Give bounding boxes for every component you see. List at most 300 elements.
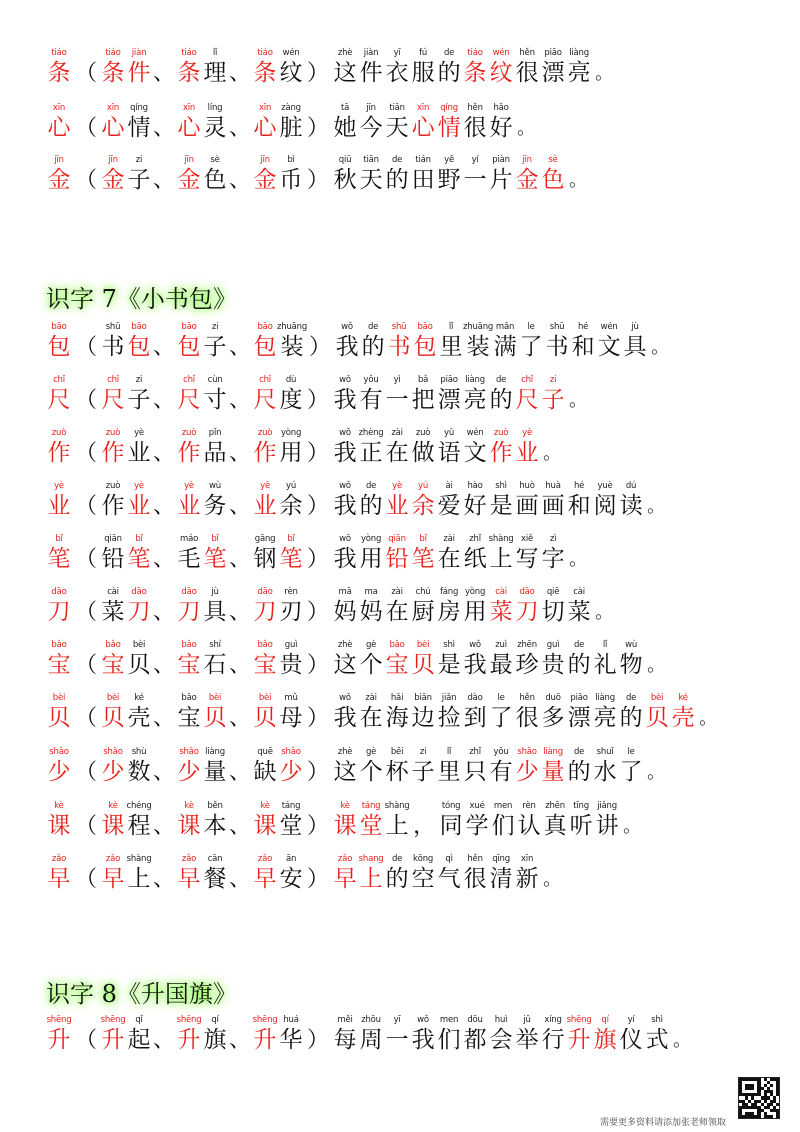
hanzi-with-pinyin xyxy=(514,481,540,521)
hanzi-with-pinyin xyxy=(410,1015,436,1055)
hanzi: 装 xyxy=(280,334,304,360)
pinyin: de xyxy=(573,640,585,650)
vocab-row xyxy=(46,428,564,478)
hanzi-with-pinyin xyxy=(252,587,278,627)
pinyin: jù xyxy=(631,322,639,332)
pinyin: bāo xyxy=(417,322,433,332)
hanzi: 房 xyxy=(437,599,461,625)
hanzi-with-pinyin xyxy=(46,375,72,415)
hanzi: 刀 xyxy=(177,599,201,625)
open-paren: （ xyxy=(75,653,98,678)
separator: 、 xyxy=(153,547,176,572)
vocab-row xyxy=(46,481,668,531)
hanzi-with-pinyin xyxy=(488,640,514,680)
pinyin: bǎ xyxy=(417,375,429,385)
hanzi-with-pinyin xyxy=(436,587,462,627)
hanzi: 子 xyxy=(541,387,565,413)
pinyin: shū xyxy=(105,322,121,332)
pinyin: zhè xyxy=(337,747,353,757)
hanzi-with-pinyin xyxy=(488,587,514,627)
pinyin: zuò xyxy=(51,428,67,438)
hanzi: 课 xyxy=(101,813,125,839)
pinyin: shang xyxy=(358,854,384,864)
period: 。 xyxy=(543,869,562,890)
separator: 、 xyxy=(229,388,252,413)
hanzi: 很 xyxy=(515,60,539,86)
hanzi-with-pinyin xyxy=(410,103,436,143)
hanzi: 早 xyxy=(101,866,125,892)
hanzi: 纸 xyxy=(463,546,487,572)
hanzi-with-pinyin xyxy=(360,322,386,362)
separator: 、 xyxy=(153,168,176,193)
close-paren: ） xyxy=(307,760,330,785)
close-paren: ） xyxy=(307,547,330,572)
hanzi: 少 xyxy=(279,759,303,785)
hanzi: 升 xyxy=(177,1027,201,1053)
hanzi-with-pinyin xyxy=(332,854,358,894)
pinyin: yòng xyxy=(464,587,486,597)
hanzi-with-pinyin xyxy=(384,375,410,415)
hanzi-with-pinyin xyxy=(252,640,278,680)
hanzi: 漂 xyxy=(567,705,591,731)
hanzi-with-pinyin xyxy=(176,587,202,627)
hanzi-with-pinyin xyxy=(384,801,410,841)
pinyin: guì xyxy=(546,640,560,650)
pinyin: lǐ xyxy=(446,747,452,757)
hanzi-with-pinyin xyxy=(540,747,566,787)
hanzi-with-pinyin xyxy=(202,640,228,680)
hanzi: 件 xyxy=(359,60,383,86)
close-paren: ） xyxy=(307,706,330,731)
hanzi-with-pinyin xyxy=(540,587,566,627)
hanzi: 少 xyxy=(47,759,71,785)
hanzi: 多 xyxy=(541,705,565,731)
pinyin: tā xyxy=(340,103,350,113)
pinyin: yǒu xyxy=(363,375,379,385)
hanzi: 在 xyxy=(385,440,409,466)
hanzi-with-pinyin xyxy=(514,155,540,195)
hanzi-with-pinyin xyxy=(126,375,152,415)
pinyin: shǎo xyxy=(517,747,537,757)
separator: 、 xyxy=(153,388,176,413)
hanzi: 业 xyxy=(253,493,277,519)
hanzi-with-pinyin xyxy=(516,801,542,841)
hanzi: 亮 xyxy=(593,705,617,731)
hanzi-with-pinyin xyxy=(126,693,152,733)
hanzi: 这 xyxy=(333,60,357,86)
pinyin: bāo xyxy=(51,322,67,332)
period: 。 xyxy=(595,63,614,84)
hanzi: 币 xyxy=(279,167,303,193)
hanzi: 我 xyxy=(333,546,357,572)
hanzi: 课 xyxy=(253,813,277,839)
hanzi: 刀 xyxy=(253,599,277,625)
pinyin: liàng xyxy=(205,747,225,757)
pinyin: bèi xyxy=(650,693,664,703)
vocab-row xyxy=(46,155,590,205)
hanzi-with-pinyin xyxy=(462,48,488,88)
hanzi: 脏 xyxy=(279,115,303,141)
pinyin: zhēn xyxy=(517,640,537,650)
hanzi: 包 xyxy=(253,334,277,360)
hanzi-with-pinyin xyxy=(100,534,126,574)
pinyin: líng xyxy=(207,103,223,113)
hanzi: 升 xyxy=(47,1027,71,1053)
pinyin: yí xyxy=(627,1015,635,1025)
hanzi: 贵 xyxy=(279,652,303,678)
hanzi-with-pinyin xyxy=(46,322,72,362)
hanzi-with-pinyin xyxy=(332,481,358,521)
hanzi-with-pinyin xyxy=(386,322,412,362)
close-paren: ） xyxy=(307,814,330,839)
hanzi: 笔 xyxy=(203,546,227,572)
pinyin: jīn xyxy=(184,155,194,165)
hanzi-with-pinyin xyxy=(410,747,436,787)
hanzi: 妈 xyxy=(333,599,357,625)
hanzi: 的 xyxy=(567,652,591,678)
pinyin: yí xyxy=(471,155,479,165)
close-paren: ） xyxy=(307,116,330,141)
hanzi-with-pinyin xyxy=(278,481,304,521)
close-paren: ） xyxy=(307,1028,330,1053)
pinyin: táng xyxy=(281,801,301,811)
hanzi: 田 xyxy=(411,167,435,193)
hanzi-with-pinyin xyxy=(332,801,358,841)
hanzi: 条 xyxy=(101,60,125,86)
pinyin: jiàn xyxy=(131,48,147,58)
hanzi: 学 xyxy=(465,813,489,839)
hanzi-with-pinyin xyxy=(46,1015,72,1055)
hanzi-with-pinyin xyxy=(332,155,358,195)
qr-code-icon[interactable] xyxy=(738,1077,780,1119)
pinyin: huì xyxy=(494,1015,508,1025)
pinyin: bǐ xyxy=(287,534,295,544)
hanzi-with-pinyin xyxy=(462,155,488,195)
pinyin: zài xyxy=(391,587,403,597)
hanzi: 课 xyxy=(333,813,357,839)
hanzi-with-pinyin xyxy=(518,322,544,362)
hanzi: 量 xyxy=(203,759,227,785)
pinyin: mā xyxy=(338,587,352,597)
hanzi: 贵 xyxy=(541,652,565,678)
hanzi-with-pinyin xyxy=(100,854,126,894)
pinyin: shēng xyxy=(566,1015,592,1025)
pinyin: hěn xyxy=(519,693,535,703)
hanzi-with-pinyin xyxy=(252,1015,278,1055)
hanzi: 包 xyxy=(127,334,151,360)
hanzi-with-pinyin xyxy=(126,534,152,574)
pinyin: piāo xyxy=(570,693,588,703)
pinyin: zhè xyxy=(337,48,353,58)
hanzi-with-pinyin xyxy=(540,375,566,415)
close-paren: ） xyxy=(307,867,330,892)
hanzi: 了 xyxy=(619,759,643,785)
pinyin: táng xyxy=(361,801,381,811)
separator: 、 xyxy=(153,867,176,892)
pinyin: hé xyxy=(573,481,585,491)
hanzi-with-pinyin xyxy=(202,534,228,574)
hanzi: 铅 xyxy=(385,546,409,572)
hanzi-with-pinyin xyxy=(358,155,384,195)
hanzi: 的 xyxy=(567,759,591,785)
footer-note: 需要更多资料请添加张老师领取 xyxy=(600,1118,727,1128)
pinyin: shù xyxy=(131,747,147,757)
hanzi-with-pinyin xyxy=(540,481,566,521)
pinyin: yòng xyxy=(360,534,382,544)
separator: 、 xyxy=(229,441,252,466)
hanzi: 笔 xyxy=(279,546,303,572)
pinyin: jīn xyxy=(260,155,270,165)
pinyin: dú xyxy=(625,481,637,491)
pinyin: bǐ xyxy=(55,534,63,544)
hanzi: 同 xyxy=(439,813,463,839)
separator: 、 xyxy=(229,653,252,678)
pinyin: bèi xyxy=(106,693,120,703)
hanzi: 讲 xyxy=(595,813,619,839)
pinyin: xiě xyxy=(521,534,534,544)
pinyin: dù xyxy=(285,375,297,385)
hanzi: 作 xyxy=(253,440,277,466)
open-paren: （ xyxy=(75,600,98,625)
pinyin: gè xyxy=(365,747,377,757)
hanzi: 这 xyxy=(333,652,357,678)
vocab-row xyxy=(46,801,644,851)
hanzi-with-pinyin xyxy=(618,747,644,787)
hanzi: 品 xyxy=(203,440,227,466)
close-paren: ） xyxy=(307,441,330,466)
pinyin: xíng xyxy=(544,1015,562,1025)
pinyin: zì xyxy=(549,534,557,544)
hanzi: 有 xyxy=(489,759,513,785)
hanzi: 在 xyxy=(385,599,409,625)
hanzi-with-pinyin xyxy=(252,48,278,88)
hanzi-with-pinyin xyxy=(278,103,304,143)
hanzi: 和 xyxy=(571,334,595,360)
open-paren: （ xyxy=(75,814,98,839)
hanzi-with-pinyin xyxy=(278,48,304,88)
hanzi: 子 xyxy=(411,759,435,785)
pinyin: kè xyxy=(184,801,194,811)
pinyin: xīn xyxy=(416,103,430,113)
hanzi-with-pinyin xyxy=(436,155,462,195)
hanzi: 条 xyxy=(177,60,201,86)
hanzi-with-pinyin xyxy=(410,481,436,521)
hanzi: 心 xyxy=(47,115,71,141)
hanzi-with-pinyin xyxy=(252,375,278,415)
hanzi: 刃 xyxy=(279,599,303,625)
hanzi-with-pinyin xyxy=(252,322,278,362)
hanzi: 菜 xyxy=(489,599,513,625)
hanzi-with-pinyin xyxy=(542,801,568,841)
hanzi: 华 xyxy=(279,1027,303,1053)
hanzi-with-pinyin xyxy=(46,587,72,627)
pinyin: wǒ xyxy=(469,640,481,650)
pinyin: chǐ xyxy=(521,375,533,385)
close-paren: ） xyxy=(307,61,330,86)
pinyin: zi xyxy=(419,747,427,757)
hanzi-with-pinyin xyxy=(384,854,410,894)
hanzi: 在 xyxy=(437,546,461,572)
separator: 、 xyxy=(229,335,252,360)
hanzi: 数 xyxy=(127,759,151,785)
hanzi: 早 xyxy=(177,866,201,892)
hanzi: 菜 xyxy=(567,599,591,625)
hanzi: 和 xyxy=(567,493,591,519)
close-paren: ） xyxy=(309,335,332,360)
separator: 、 xyxy=(229,494,252,519)
period: 。 xyxy=(569,390,588,411)
pinyin: qiū xyxy=(338,155,352,165)
hanzi-with-pinyin xyxy=(464,801,490,841)
pinyin: wǒ xyxy=(417,1015,429,1025)
pinyin: liàng xyxy=(543,747,563,757)
hanzi-with-pinyin xyxy=(252,854,278,894)
pinyin: zuò xyxy=(181,428,197,438)
hanzi: 早 xyxy=(333,866,357,892)
pinyin: jīn xyxy=(54,155,64,165)
hanzi: 作 xyxy=(101,493,125,519)
pinyin: zhǐ xyxy=(469,747,481,757)
separator: 、 xyxy=(153,760,176,785)
hanzi-with-pinyin xyxy=(46,693,72,733)
pinyin: cài xyxy=(107,587,119,597)
hanzi: 天 xyxy=(385,115,409,141)
pinyin: yú xyxy=(418,481,429,491)
pinyin: ài xyxy=(445,481,453,491)
open-paren: （ xyxy=(75,61,98,86)
hanzi: 漂 xyxy=(541,60,565,86)
separator: 、 xyxy=(229,867,252,892)
pinyin: shàng xyxy=(126,854,152,864)
hanzi: 作 xyxy=(101,440,125,466)
hanzi-with-pinyin xyxy=(252,534,278,574)
hanzi: 在 xyxy=(359,705,383,731)
pinyin: chǐ xyxy=(107,375,119,385)
pinyin: men xyxy=(493,801,513,811)
hanzi: 珍 xyxy=(515,652,539,678)
hanzi: 旗 xyxy=(203,1027,227,1053)
hanzi: 到 xyxy=(463,705,487,731)
hanzi: 少 xyxy=(101,759,125,785)
hanzi: 周 xyxy=(359,1027,383,1053)
pinyin: lǐ xyxy=(602,640,608,650)
hanzi: 了 xyxy=(489,705,513,731)
hanzi: 书 xyxy=(101,334,125,360)
vocab-row xyxy=(46,103,538,153)
pinyin: yòng xyxy=(280,428,302,438)
hanzi-with-pinyin xyxy=(488,747,514,787)
hanzi-with-pinyin xyxy=(488,854,514,894)
pinyin: zài xyxy=(443,534,455,544)
hanzi-with-pinyin xyxy=(278,428,304,468)
hanzi: 起 xyxy=(127,1027,151,1053)
hanzi-with-pinyin xyxy=(176,155,202,195)
hanzi-with-pinyin xyxy=(202,801,228,841)
separator: 、 xyxy=(229,116,252,141)
pinyin: shēng xyxy=(176,1015,202,1025)
hanzi: 用 xyxy=(279,440,303,466)
pinyin: kè xyxy=(54,801,64,811)
pinyin: bǐ xyxy=(135,534,143,544)
hanzi-with-pinyin xyxy=(488,48,514,88)
hanzi: 贝 xyxy=(203,705,227,731)
hanzi: 字 xyxy=(541,546,565,572)
vocab-row xyxy=(46,48,616,98)
hanzi-with-pinyin xyxy=(202,693,228,733)
hanzi: 包 xyxy=(413,334,437,360)
hanzi: 上 xyxy=(489,546,513,572)
pinyin: zuò xyxy=(493,428,509,438)
hanzi-with-pinyin xyxy=(278,693,304,733)
open-paren: （ xyxy=(75,388,98,413)
pinyin: qíng xyxy=(440,103,458,113)
pinyin: lǐ xyxy=(448,322,454,332)
hanzi: 边 xyxy=(411,705,435,731)
pinyin: wén xyxy=(492,48,510,58)
open-paren: （ xyxy=(75,335,98,360)
hanzi-with-pinyin xyxy=(358,534,384,574)
vocab-row xyxy=(46,854,564,904)
separator: 、 xyxy=(229,168,252,193)
pinyin: yè xyxy=(134,428,144,438)
hanzi: 我 xyxy=(411,1027,435,1053)
hanzi-with-pinyin xyxy=(514,428,540,468)
hanzi-with-pinyin xyxy=(384,534,410,574)
hanzi-with-pinyin xyxy=(540,693,566,733)
hanzi-with-pinyin xyxy=(436,375,462,415)
hanzi: 服 xyxy=(411,60,435,86)
separator: 、 xyxy=(153,61,176,86)
pinyin: jīn xyxy=(108,155,118,165)
hanzi-with-pinyin xyxy=(278,322,306,362)
hanzi: 母 xyxy=(279,705,303,731)
pinyin: bì xyxy=(287,155,295,165)
pinyin: bǎo xyxy=(51,640,67,650)
hanzi: 个 xyxy=(359,759,383,785)
hanzi: 的 xyxy=(385,167,409,193)
pinyin: le xyxy=(527,322,535,332)
hanzi-with-pinyin xyxy=(436,640,462,680)
hanzi-with-pinyin xyxy=(384,481,410,521)
hanzi: 业 xyxy=(177,493,201,519)
hanzi: 课 xyxy=(177,813,201,839)
pinyin: zuò xyxy=(415,428,431,438)
hanzi-with-pinyin xyxy=(514,854,540,894)
hanzi-with-pinyin xyxy=(46,155,72,195)
pinyin: hǎi xyxy=(390,693,404,703)
hanzi-with-pinyin xyxy=(100,1015,126,1055)
pinyin: qíng xyxy=(130,103,148,113)
hanzi: 个 xyxy=(359,652,383,678)
hanzi: 缺 xyxy=(253,759,277,785)
period: 。 xyxy=(517,118,536,139)
hanzi: 毛 xyxy=(177,546,201,572)
hanzi-with-pinyin xyxy=(358,693,384,733)
open-paren: （ xyxy=(75,494,98,519)
pinyin: zhōu xyxy=(361,1015,381,1025)
hanzi: 我 xyxy=(333,440,357,466)
pinyin: cùn xyxy=(207,375,223,385)
hanzi-with-pinyin xyxy=(592,693,618,733)
pinyin: tiáo xyxy=(51,48,67,58)
period: 。 xyxy=(699,708,718,729)
pinyin: shēng xyxy=(46,1015,72,1025)
hanzi-with-pinyin xyxy=(618,693,644,733)
pinyin: jiàn xyxy=(363,48,379,58)
pinyin: shí xyxy=(209,640,221,650)
hanzi-with-pinyin xyxy=(488,534,514,574)
hanzi-with-pinyin xyxy=(100,375,126,415)
